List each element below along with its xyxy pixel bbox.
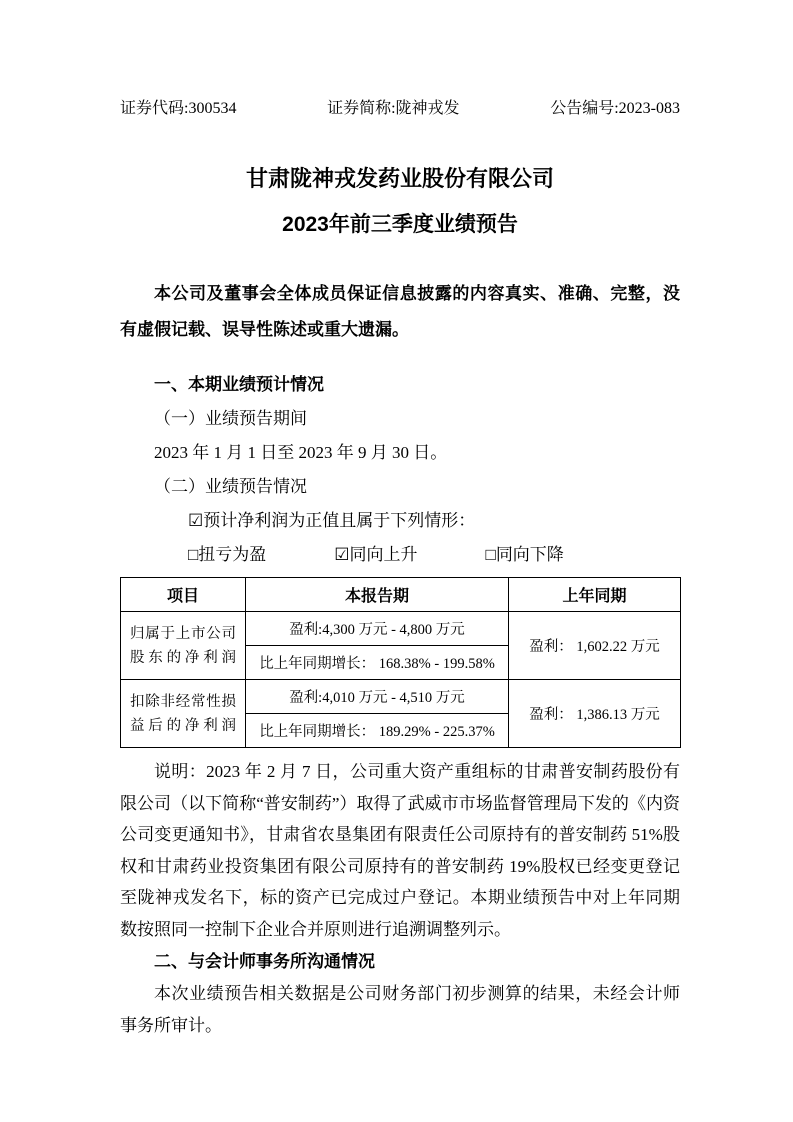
row2-growth-range: 比上年同期增长： 189.29% - 225.37% [246,714,509,748]
company-title: 甘肃陇神戎发药业股份有限公司 [245,166,554,191]
checkbox-unchecked-icon: □ [485,545,496,564]
announcement-number: 公告编号:2023-083 [550,100,680,117]
document-content [120,99,680,1042]
checkbox-checked-icon: ☑ [334,545,350,564]
section2-body: 本次业绩预告相关数据是公司财务部门初步测算的结果，未经会计师事务所审计。 [120,984,680,1035]
table-row [121,680,681,714]
forecast-type-label: 预计净利润为正值且属于下列情形： [203,511,476,530]
table-header-prior-period: 上年同期 [509,578,681,612]
report-title: 2023年前三季度业绩预告 [282,213,518,236]
row1-profit-range: 盈利:4,300 万元 - 4,800 万元 [246,612,509,646]
row2-item-deducted-net-profit: 扣除非经常性损益后的净利润 [121,680,246,748]
section1-heading: 一、本期业绩预计情况 [154,375,324,394]
forecast-type-line [120,504,680,538]
forecast-table [120,577,681,748]
option-same-direction-up [300,545,417,564]
checkbox-unchecked-icon: □ [188,545,199,564]
stock-code: 证券代码:300534 [120,100,237,117]
row2-profit-range: 盈利:4,010 万元 - 4,510 万元 [246,680,509,714]
option-label: 同向下降 [495,545,564,564]
stock-abbr: 证券简称:陇神戎发 [327,100,460,117]
document-meta-row [120,99,680,119]
section2-heading: 二、与会计师事务所沟通情况 [154,952,375,971]
option-same-direction-down [452,545,564,564]
section1-sub2-forecast-situation-label: （二）业绩预告情况 [154,477,307,496]
note-paragraph: 说明：2023 年 2 月 7 日，公司重大资产重组标的甘肃普安制药股份有限公司（以下简称“普安制药”）取得了武威市市场监督管理局下发的《内资公司变更通知书》，甘肃省农垦集团有限责任公司原持有的普安制药 51%股权和甘肃药业投资集团有限公司原持有的普安制药 19%股权已经变更登记至陇神戎发名下，标的资产已完成过户登记。本期业绩预告中对上年同期数按照同一控制下企业合并原则进行追溯调整列示。 [120,762,680,939]
option-label: 扭亏为盈 [198,545,267,564]
checkbox-checked-icon: ☑ [188,511,204,530]
table-header-item: 项目 [121,578,246,612]
option-loss-to-profit [154,545,266,564]
table-row [121,612,681,646]
forecast-options-line [120,538,680,572]
row1-growth-range: 比上年同期增长： 168.38% - 199.58% [246,646,509,680]
row1-prior-value: 盈利： 1,602.22 万元 [509,612,681,680]
table-header-row [121,578,681,612]
row1-item-net-profit: 归属于上市公司股东的净利润 [121,612,246,680]
disclaimer-statement: 本公司及董事会全体成员保证信息披露的内容真实、准确、完整，没有虚假记载、误导性陈述或重大遗漏。 [120,284,680,339]
table-header-current-period: 本报告期 [246,578,509,612]
row2-prior-value: 盈利： 1,386.13 万元 [509,680,681,748]
forecast-period-value: 2023 年 1 月 1 日至 2023 年 9 月 30 日。 [154,443,448,462]
section1-sub1-forecast-period-label: （一）业绩预告期间 [154,409,307,428]
option-label: 同向上升 [349,545,418,564]
